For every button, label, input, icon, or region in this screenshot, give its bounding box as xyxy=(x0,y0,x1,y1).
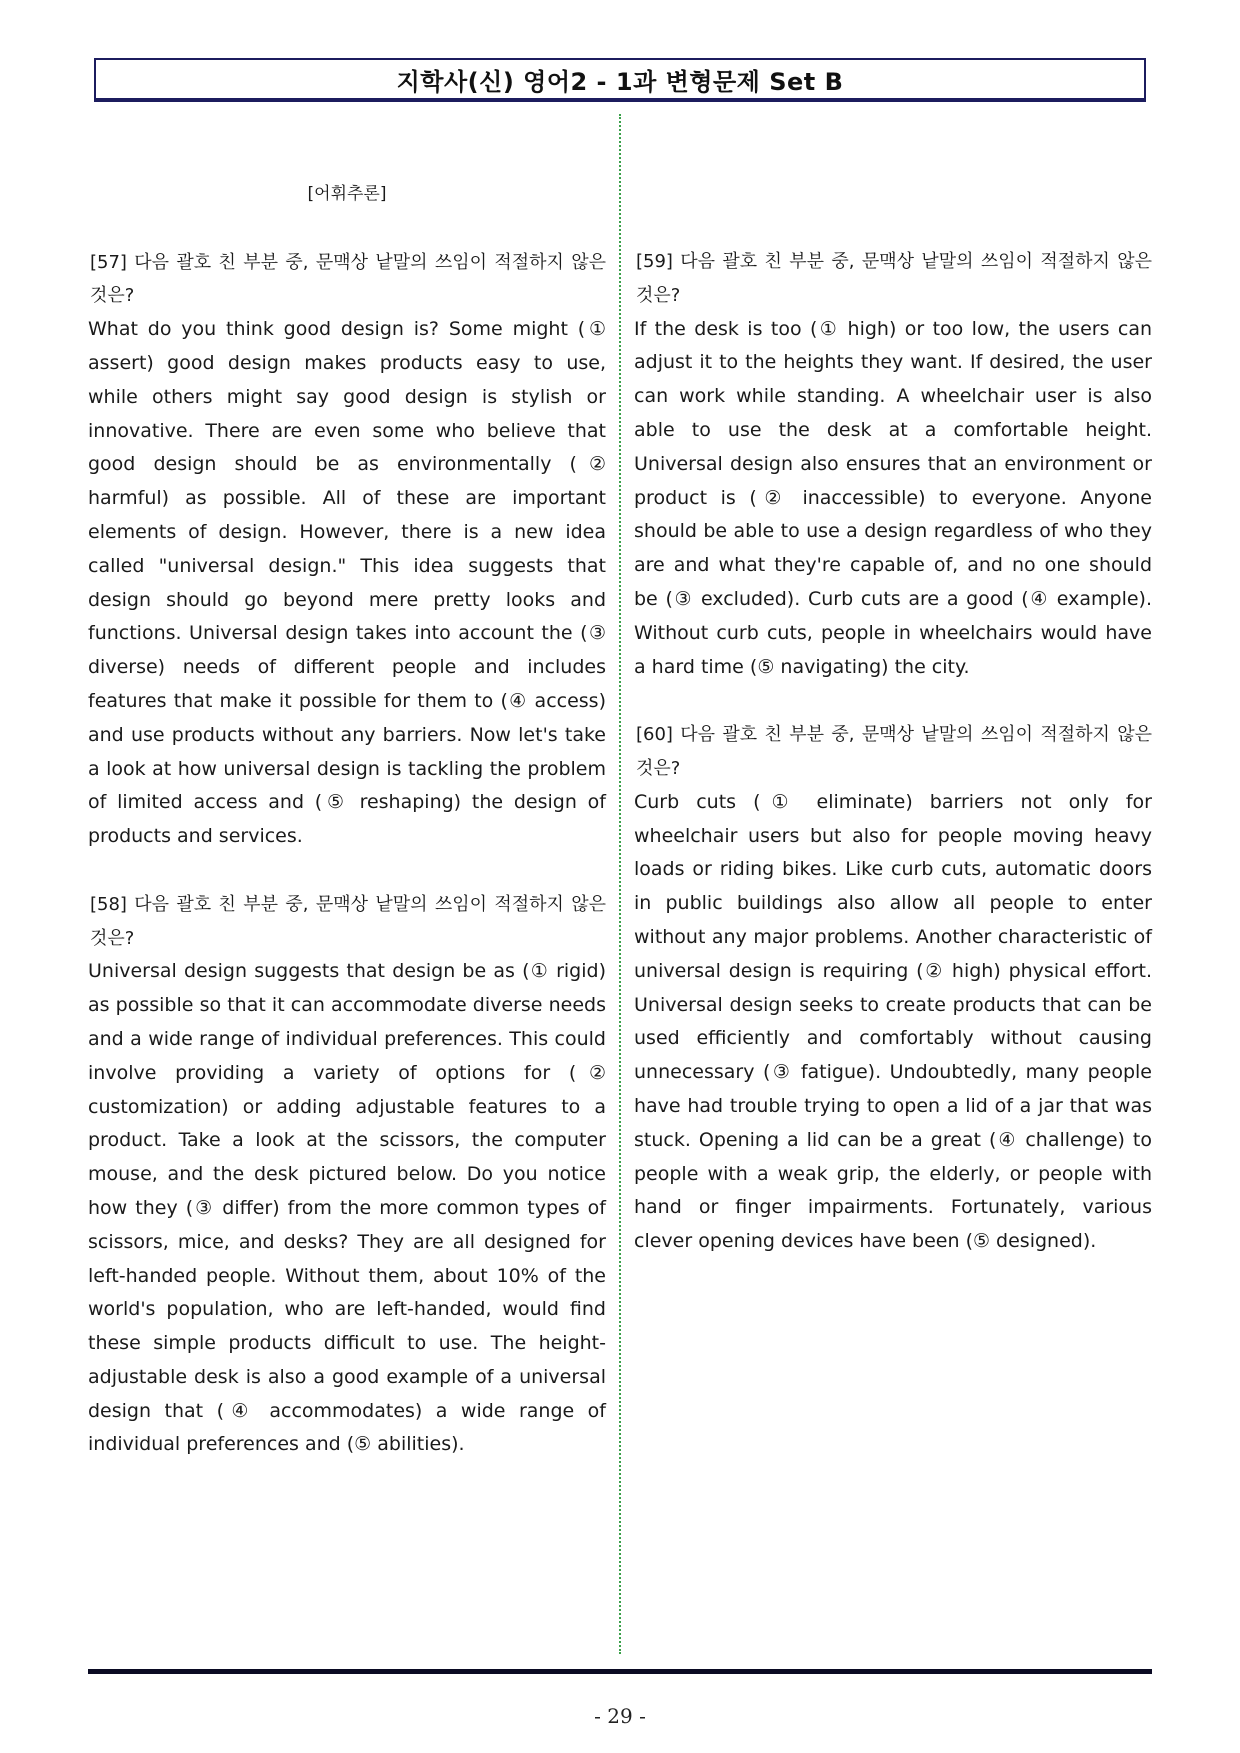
question-heading: [59] 다음 괄호 친 부분 중, 문맥상 낱말의 쓰임이 적절하지 않은 것은? xyxy=(636,251,1152,306)
question-heading: [57] 다음 괄호 친 부분 중, 문맥상 낱말의 쓰임이 적절하지 않은 것은? xyxy=(90,251,606,307)
footer-rule xyxy=(88,1669,1152,1674)
page-title: 지학사(신) 영어2 - 1과 변형문제 Set B xyxy=(94,58,1146,102)
question-passage: Universal design suggests that design be as (① rigid) as possible so that it can accommodate diverse needs and a wide range of individual preferences. This could involve providing a variety of options for (② customization) or adding adjustable features to a product. Take a look at the scissors, the computer mouse, and the desk pictured below. Do you notice how they (③ differ) from the more common types of scissors, mice, and desks? They are all designed for left-handed people. Without them, about 10% of the world's population, who are left-handed, would find these simple products difficult to use. The height-adjustable desk is also a good example of a universal design that (④ accommodates) a wide range of individual preferences and (⑤ abilities). xyxy=(88,960,606,1456)
question-passage: Curb cuts (① eliminate) barriers not only for wheelchair users but also for people moving heavy loads or riding bikes. Like curb cuts, automatic doors in public buildings also allow all people to enter without any major problems. Another characteristic of universal design is requiring (② high) physical effort. Universal design seeks to create products that can be used efficiently and comfortably without causing unnecessary (③ fatigue). Undoubtedly, many people have had trouble trying to open a lid of a jar that was stuck. Opening a lid can be a great (④ challenge) to people with a weak grip, the elderly, or people with hand or finger impairments. Fortunately, various clever opening devices have been (⑤ designed). xyxy=(634,790,1152,1253)
question-passage: If the desk is too (① high) or too low, the users can adjust it to the heights they want. If desired, the user can work while standing. A wheelchair user is also able to use the desk at a comfortable height. Universal design also ensures that an environment or product is (② inaccessible) to everyone. Anyone should be able to use a design regardless of who they are and what they're capable of, and no one should be (③ excluded). Curb cuts are a good (④ example). Without curb cuts, people in wheelchairs would have a hard time (⑤ navigating) the city. xyxy=(634,317,1152,678)
question-heading: [58] 다음 괄호 친 부분 중, 문맥상 낱말의 쓰임이 적절하지 않은 것은? xyxy=(90,893,606,949)
question-60 xyxy=(634,718,1152,1259)
question-57 xyxy=(88,246,606,854)
question-passage: What do you think good design is? Some might (① assert) good design makes products easy to use, while others might say good design is stylish or innovative. There are even some who believe that good design should be as environmentally (② harmful) as possible. All of these are important elements of design. However, there is a new idea called "universal design." This idea suggests that design should go beyond mere pretty looks and functions. Universal design takes into account the (③ diverse) needs of different people and includes features that make it possible for them to (④ access) and use products without any barriers. Now let's take a look at how universal design is tackling the problem of limited access and (⑤ reshaping) the design of products and services. xyxy=(88,318,606,848)
left-column xyxy=(88,178,606,1496)
column-divider xyxy=(619,114,621,1654)
right-column xyxy=(634,245,1152,1293)
section-label: [어휘추론] xyxy=(307,184,387,204)
question-58 xyxy=(88,888,606,1463)
question-59 xyxy=(634,245,1152,684)
question-heading: [60] 다음 괄호 친 부분 중, 문맥상 낱말의 쓰임이 적절하지 않은 것은? xyxy=(636,724,1152,779)
page-number: - 29 - xyxy=(594,1704,646,1728)
